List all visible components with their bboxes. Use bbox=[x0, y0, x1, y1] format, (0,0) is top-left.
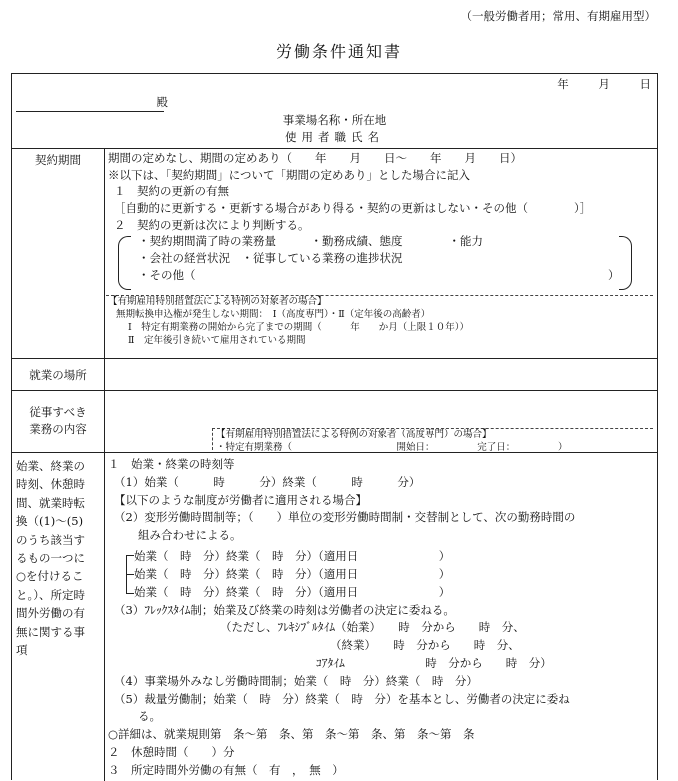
working-hours-cell[interactable] bbox=[108, 456, 653, 780]
special-measures-title: 【有期雇用特別措置法による特例の対象者の場合】 bbox=[108, 296, 327, 308]
hours-line: １ 始業・終業の時刻等 bbox=[108, 457, 235, 471]
shift-row: 始業（ 時 分）終業（ 時 分）（適用日 ） bbox=[134, 584, 451, 599]
divider bbox=[12, 390, 657, 391]
column-divider bbox=[104, 148, 105, 781]
shift-combinations bbox=[108, 548, 653, 601]
form-header bbox=[12, 74, 657, 148]
renewal-criteria bbox=[108, 233, 653, 291]
working-hours-label-line: 間外労働の有 bbox=[16, 606, 85, 621]
form-type-note: （一般労働者用；常用、有期雇用型） bbox=[460, 9, 656, 23]
hours-line: （ただし、ﾌﾚｷｼﾌﾞﾙﾀｲﾑ（始業） 時 分から 時 分、 bbox=[220, 620, 525, 635]
working-hours-label-line: 間、就業時転 bbox=[16, 495, 85, 510]
job-special-title: 【有期雇用特別措置法による特例の対象者（高度専門）の場合】 bbox=[216, 429, 492, 440]
special-measures-line: Ⅰ 特定有期業務の開始から完了までの期間（ 年 か月（上限１０年）） bbox=[128, 321, 470, 333]
special-measures-line: 無期転換申込権が発生しない期間： Ⅰ（高度専門）・Ⅱ（定年後の高齢者） bbox=[116, 309, 431, 321]
renewal-options: ［自動的に更新する・更新する場合があり得る・契約の更新はしない・その他（ ）］ bbox=[114, 201, 592, 216]
shift-row: 始業（ 時 分）終業（ 時 分）（適用日 ） bbox=[134, 549, 451, 564]
hours-line: （1）始業（ 時 分）終業（ 時 分） bbox=[114, 474, 421, 489]
workplace-cell[interactable] bbox=[108, 362, 653, 388]
job-special-box bbox=[212, 428, 653, 453]
renewal-criteria-heading: ２ 契約の更新は次により判断する。 bbox=[114, 217, 310, 232]
hours-line: （2）変形労働時間制等；（ ）単位の変形労働時間制・交替制として、次の勤務時間の bbox=[114, 510, 576, 525]
hours-line: ○詳細は、就業規則第 条～第 条、第 条～第 条、第 条～第 条 bbox=[108, 727, 475, 742]
hours-line: （4）事業場外みなし労働時間制；始業（ 時 分）終業（ 時 分） bbox=[114, 673, 478, 688]
renewal-heading: １ 契約の更新の有無 bbox=[114, 184, 229, 199]
divider bbox=[12, 148, 657, 149]
issue-date: 年 月 日 bbox=[557, 77, 651, 91]
hours-line: ３ 所定時間外労働の有無（ 有 ， 無 ） bbox=[108, 762, 344, 777]
contract-period-label: 契約期間 bbox=[35, 153, 81, 167]
working-hours-label-line: ○を付けるこ bbox=[16, 569, 84, 584]
working-hours-label-line: のうち該当す bbox=[16, 532, 85, 547]
page-title: 労働条件通知書 bbox=[275, 42, 402, 61]
hours-line: （終業） 時 分から 時 分、 bbox=[330, 638, 520, 653]
working-hours-label-line: 始業、終業の bbox=[16, 459, 85, 473]
contract-period-line: 期間の定めなし、期間の定めあり（ 年 月 日～ 年 月 日） bbox=[108, 151, 522, 165]
hours-line: （3）ﾌﾚｯｸｽﾀｲﾑ制；始業及び終業の時刻は労働者の決定に委ねる。 bbox=[114, 602, 455, 617]
special-measures-box bbox=[106, 295, 653, 347]
working-hours-label-line: 無に関する事 bbox=[16, 624, 85, 639]
working-hours-label bbox=[16, 457, 104, 659]
shift-row: 始業（ 時 分）終業（ 時 分）（適用日 ） bbox=[134, 566, 451, 581]
job-special-body: ・特定有期業務（ 開始日： 完了日： ） bbox=[216, 441, 568, 453]
criteria-line: ・契約期間満了時の業務量 ・勤務成績、態度 ・能力 bbox=[138, 234, 483, 249]
working-hours-label-line: るもの一つに bbox=[16, 550, 85, 565]
working-hours-label-line: 項 bbox=[16, 642, 28, 657]
shift-bracket bbox=[126, 574, 134, 575]
working-hours-label-line: 時刻、休憩時 bbox=[16, 477, 85, 492]
hours-line: ｺｱﾀｲﾑ 時 分から 時 分） bbox=[316, 655, 552, 670]
job-content-label bbox=[12, 404, 104, 439]
employer-person-label: 使用者職氏名 bbox=[285, 130, 384, 145]
employer-name-address-label: 事業場名称・所在地 bbox=[282, 113, 387, 127]
working-hours-label-line: と。）、所定時 bbox=[16, 587, 85, 602]
right-bracket bbox=[619, 236, 632, 290]
hours-line: 【以下のような制度が労働者に適用される場合】 bbox=[114, 492, 367, 507]
contract-period-cell[interactable] bbox=[108, 150, 653, 348]
hours-line: （5）裁量労働制；始業（ 時 分）終業（ 時 分）を基本とし、労働者の決定に委ね bbox=[114, 691, 570, 706]
hours-line: ２ 休憩時間（ ）分 bbox=[108, 745, 235, 759]
hours-line: る。 bbox=[138, 709, 161, 724]
criteria-line: ・会社の経営状況 ・従事している業務の進捗状況 bbox=[138, 251, 403, 266]
hours-line: 組み合わせによる。 bbox=[138, 528, 242, 543]
job-content-label-line: 業務の内容 bbox=[29, 422, 87, 437]
workplace-label: 就業の場所 bbox=[29, 368, 87, 382]
working-hours-label-line: 換（(1)～(5) bbox=[16, 514, 84, 529]
criteria-line: ・その他（ bbox=[138, 268, 196, 283]
special-measures-line: Ⅱ 定年後引き続いて雇用されている期間 bbox=[128, 334, 306, 346]
notice-form bbox=[11, 73, 658, 780]
addressee-field[interactable] bbox=[18, 94, 168, 111]
contract-period-note: ※以下は、「契約期間」について「期間の定めあり」とした場合に記入 bbox=[108, 167, 471, 182]
left-bracket bbox=[118, 236, 131, 290]
job-content-label-line: 従事すべき bbox=[29, 405, 87, 419]
divider bbox=[12, 358, 657, 359]
shift-bracket bbox=[126, 555, 134, 556]
criteria-close: ） bbox=[608, 268, 620, 283]
job-content-cell[interactable] bbox=[108, 392, 653, 453]
shift-bracket bbox=[126, 593, 134, 594]
addressee-suffix: 殿 bbox=[156, 95, 168, 109]
employer-block bbox=[12, 112, 657, 147]
